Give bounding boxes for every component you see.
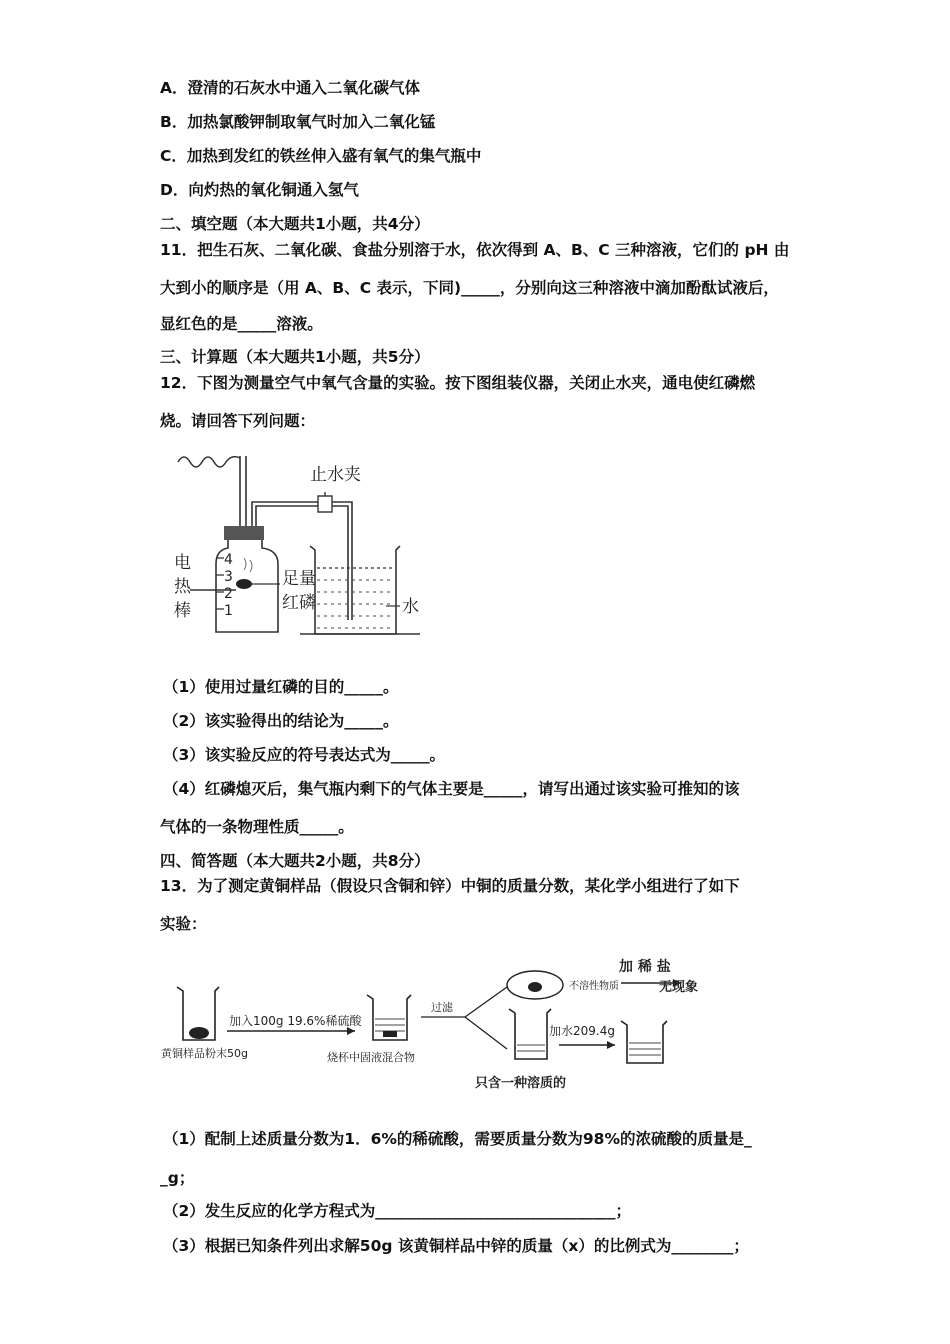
question-13-sub: （1）配制上述质量分数为1．6%的稀硫酸，需要质量分数为98%的浓硫酸的质量是_ xyxy=(163,1130,752,1148)
question-13-sub: _g； xyxy=(160,1169,195,1187)
question-12-sub: （4）红磷熄灭后，集气瓶内剩下的气体主要是_____，请写出通过该实验可推知的该 xyxy=(163,780,740,798)
one-solute-label: 只含一种溶质的 xyxy=(475,1076,567,1091)
question-13-sub: （2）发生反应的化学方程式为_______________________________； xyxy=(163,1202,632,1220)
oxygen-experiment-figure xyxy=(160,440,440,650)
stopper xyxy=(224,526,264,540)
section-heading: 四、简答题（本大题共2小题，共8分） xyxy=(160,852,430,870)
question-13-line: 实验： xyxy=(160,915,207,933)
section-heading: 三、计算题（本大题共1小题，共5分） xyxy=(160,348,430,366)
add-acid2-label: 加 稀 盐 xyxy=(619,959,671,975)
mark-4: 4 xyxy=(224,552,233,568)
delivery-tube xyxy=(332,502,352,620)
clamp-icon xyxy=(318,496,332,512)
brass-experiment-figure xyxy=(155,945,755,1095)
sample-label: 黄铜样品粉末50g xyxy=(161,1047,248,1060)
option-d: D．向灼热的氧化铜通入氢气 xyxy=(160,181,359,199)
clamp-label: 止水夹 xyxy=(310,465,361,485)
question-11-line: 大到小的顺序是（用 A、B、C 表示，下同)_____，分别向这三种溶液中滴加酚酞试液后， xyxy=(160,279,779,297)
svg-text:热: 热 xyxy=(174,577,191,597)
red-phosphorus xyxy=(236,579,252,589)
question-12-sub: （2）该实验得出的结论为_____。 xyxy=(163,712,399,730)
section-heading: 二、填空题（本大题共1小题，共4分） xyxy=(160,215,430,233)
option-a: A．澄清的石灰水中通入二氧化碳气体 xyxy=(160,79,420,97)
filter-label: 过滤 xyxy=(431,1001,453,1014)
question-12-sub: （3）该实验反应的符号表达式为_____。 xyxy=(163,746,446,764)
svg-text:棒: 棒 xyxy=(174,601,191,621)
question-12-sub: （1）使用过量红磷的目的_____。 xyxy=(163,678,399,696)
question-13-sub: （3）根据已知条件列出求解50g 该黄铜样品中锌的质量（x）的比例式为________； xyxy=(163,1237,749,1255)
no-change-label: 无现象 xyxy=(659,980,699,995)
question-13-line: 13．为了测定黄铜样品（假设只含铜和锌）中铜的质量分数，某化学小组进行了如下 xyxy=(160,877,740,895)
question-11-line: 显红色的是_____溶液。 xyxy=(160,315,323,333)
diluted-beaker xyxy=(621,1021,667,1063)
question-12-sub: 气体的一条物理性质_____。 xyxy=(160,818,354,836)
water-label: 水 xyxy=(402,597,419,617)
insoluble-label: 不溶性物质 xyxy=(569,981,619,992)
mark-3: 3 xyxy=(224,569,233,585)
wire-coil xyxy=(178,457,240,467)
question-12-line: 12．下图为测量空气中氧气含量的实验。按下图组装仪器，关闭止水夹，通电使红磷燃 xyxy=(160,374,756,392)
option-c: C．加热到发红的铁丝伸入盛有氧气的集气瓶中 xyxy=(160,147,482,165)
svg-text:足量: 足量 xyxy=(282,569,316,589)
question-11-line: 11．把生石灰、二氧化碳、食盐分别溶于水，依次得到 A、B、C 三种溶液，它们的 pH 由 xyxy=(160,241,790,259)
svg-text:红磷: 红磷 xyxy=(282,593,316,613)
add-acid-label: 加入100g 19.6%稀硫酸 xyxy=(229,1014,362,1028)
outlet-tube xyxy=(252,500,325,526)
electric-rod-wires xyxy=(240,456,246,526)
option-b: B．加热氯酸钾制取氧气时加入二氧化锰 xyxy=(160,113,436,131)
mixture-label: 烧杯中固液混合物 xyxy=(327,1051,415,1064)
svg-text:电: 电 xyxy=(174,553,191,573)
mark-1: 1 xyxy=(224,603,233,619)
water-beaker xyxy=(310,546,400,634)
add-water-label: 加水209.4g xyxy=(549,1024,615,1038)
mark-2: 2 xyxy=(224,586,233,602)
question-12-line: 烧。请回答下列问题： xyxy=(160,412,316,430)
